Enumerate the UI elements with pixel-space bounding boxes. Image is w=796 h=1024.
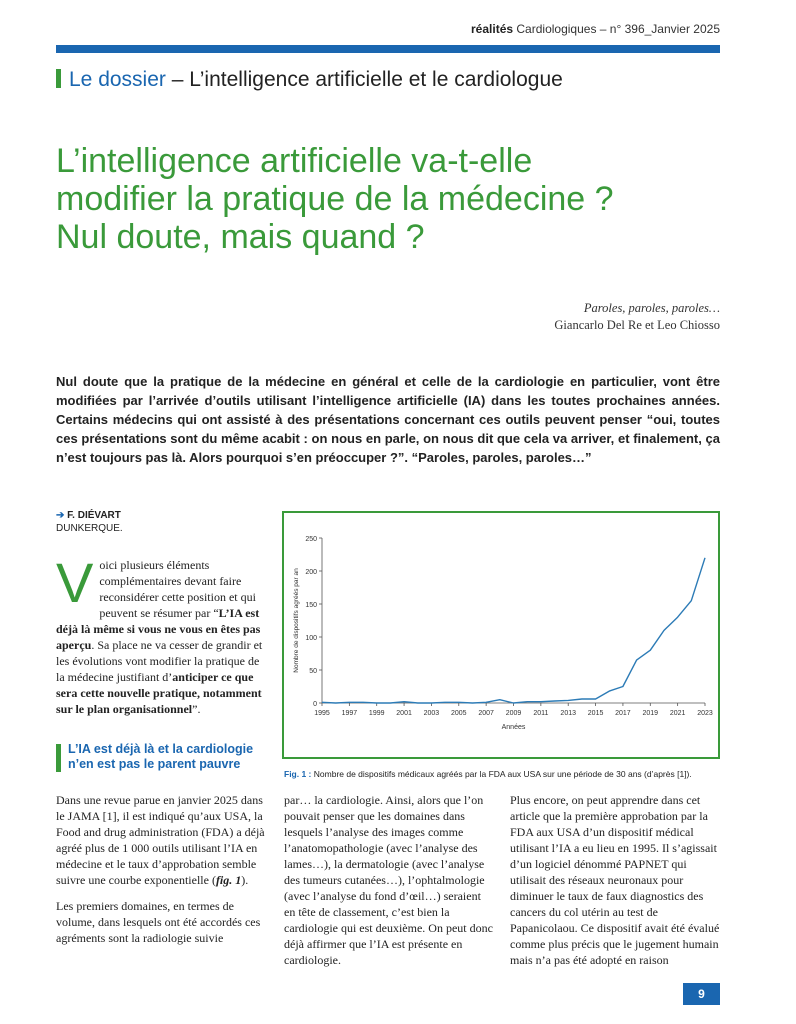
y-tick-label: 50 bbox=[309, 668, 317, 675]
journal-issue: Cardiologiques – n° 396_Janvier 2025 bbox=[516, 22, 720, 36]
x-tick-label: 2023 bbox=[697, 710, 713, 717]
drop-cap: V bbox=[56, 551, 94, 614]
section-label bbox=[56, 68, 563, 92]
paragraph: par… la cardiologie. Ainsi, alors que l’on pouvait penser que les domaines dans lesquels l’analyse des images comme l’anatomopathologie (avec l’analyse des lames…), la dermatologie (avec l’analyse des tumeurs cutanées…), l’ophtalmologie (avec l’analyse du fond d’œil…) seraient en tête de classement, c’est bien la cardiologie qui est deuxième. On peut donc déjà affirmer que l’IA est présente en cardiologie. bbox=[284, 793, 493, 967]
x-tick-label: 2021 bbox=[669, 710, 686, 717]
header-rule bbox=[56, 45, 720, 53]
subheading-text: L’IA est déjà là et la cardiologie n’en est pas le parent pauvre bbox=[68, 742, 254, 771]
paragraph: Plus encore, on peut apprendre dans cet article que la première approbation par la FDA aux USA d’un dispositif médical utilisant l’IA a eu lieu en 1995. Il s’agissait d’un logiciel dénommé PAPNET qui utilisait des réseaux neuronaux pour diminuer le taux de faux diagnostics des cancers du col utérin au test de Papanicolaou. Ce dispositif avait été évalué comme plus précis que le jugement humain mais n’a pas été adopté en raison bbox=[510, 793, 720, 967]
figure-caption bbox=[284, 769, 724, 779]
section-marker bbox=[56, 69, 61, 88]
x-tick-label: 2011 bbox=[533, 710, 549, 717]
author-city: DUNKERQUE. bbox=[56, 523, 123, 534]
section-name: Le dossier bbox=[69, 68, 166, 91]
title-line: modifier la pratique de la médecine ? bbox=[56, 180, 614, 218]
x-tick-label: 2019 bbox=[642, 710, 659, 717]
x-tick-label: 1999 bbox=[368, 710, 385, 717]
body-column-1 bbox=[56, 792, 266, 956]
journal-name: réalités bbox=[471, 22, 514, 36]
body-column-2 bbox=[284, 792, 495, 978]
arrow-icon: ➔ bbox=[56, 510, 65, 521]
x-tick-label: 2009 bbox=[505, 710, 522, 717]
y-axis-title: Nombre de dispositifs agréés par an bbox=[293, 568, 300, 673]
author-name: F. DIÉVART bbox=[67, 510, 121, 521]
x-tick-label: 2017 bbox=[615, 710, 631, 717]
figure-reference: fig. 1 bbox=[215, 873, 242, 887]
epigraph-quote: Paroles, paroles, paroles… bbox=[583, 301, 720, 315]
body-column-3 bbox=[510, 792, 721, 978]
paragraph-text: Dans une revue parue en janvier 2025 dans le JAMA [1], il est indiqué qu’aux USA, la Food and drug administration (FDA) a déjà agréé plus de 1 000 outils utilisant l’IA en médecine et le taux d’approbation semble suivre une courbe exponentielle ( bbox=[56, 793, 265, 887]
y-tick-label: 0 bbox=[313, 701, 317, 708]
epigraph-attribution: Giancarlo Del Re et Leo Chiosso bbox=[554, 318, 720, 332]
series-line bbox=[322, 558, 705, 703]
paragraph-text: ). bbox=[241, 873, 249, 887]
article-title bbox=[56, 142, 736, 256]
x-tick-label: 1997 bbox=[341, 710, 358, 717]
x-axis-title: Années bbox=[501, 724, 526, 731]
y-tick-label: 250 bbox=[305, 536, 317, 543]
x-tick-label: 2007 bbox=[478, 710, 494, 717]
running-header bbox=[471, 22, 720, 36]
title-line: Nul doute, mais quand ? bbox=[56, 218, 425, 256]
intro-text-3: ”. bbox=[192, 702, 201, 716]
subheading-marker bbox=[56, 744, 61, 772]
paragraph: Les premiers domaines, en termes de volume, dans lesquels ont été accordés ces agréments sont la radiologie suivie bbox=[56, 899, 261, 945]
x-tick-label: 1995 bbox=[314, 710, 330, 717]
y-tick-label: 150 bbox=[305, 602, 317, 609]
intro-text-1: oici plusieurs éléments complémentaires devant faire reconsidérer cette position et qui peuvent se résumer par “ bbox=[99, 558, 256, 620]
lead-paragraph: Nul doute que la pratique de la médecine en général et celle de la cardiologie en particulier, vont être modifiées par l’arrivée d’outils utilisant l’intelligence artificielle (IA) dans les toutes prochaines années. Certains médecins qui ont assisté à des présentations concernant ces outils peuvent penser “oui, toutes ces présentations sont du même acabit : on nous en parle, on nous dit que cela va arriver, et finalement, ça n’est toujours pas là. Alors pourquoi s’en préoccuper ?”. “Paroles, paroles, paroles…” bbox=[56, 374, 720, 465]
intro-bold-2: anticiper ce que sera cette nouvelle pratique, notamment sur le plan organisationnel bbox=[56, 670, 262, 716]
fda-approvals-chart bbox=[284, 513, 718, 757]
subheading bbox=[56, 742, 265, 772]
figure-caption-label: Fig. 1 : bbox=[284, 769, 312, 779]
title-line: L’intelligence artificielle va-t-elle bbox=[56, 142, 533, 180]
epigraph bbox=[554, 300, 720, 334]
x-tick-label: 2013 bbox=[560, 710, 577, 717]
figure-caption-text: Nombre de dispositifs médicaux agréés par la FDA aux USA sur une période de 30 ans (d’après [1]). bbox=[313, 769, 692, 779]
intro-paragraph bbox=[56, 551, 265, 717]
y-tick-label: 200 bbox=[305, 569, 317, 576]
page-number: 9 bbox=[683, 983, 720, 1005]
y-tick-label: 100 bbox=[305, 635, 317, 642]
paragraph bbox=[56, 792, 266, 888]
x-tick-label: 2015 bbox=[587, 710, 604, 717]
x-tick-label: 2003 bbox=[423, 710, 440, 717]
x-tick-label: 2005 bbox=[450, 710, 467, 717]
author-block bbox=[56, 509, 123, 535]
section-topic: – L’intelligence artificielle et le cardiologue bbox=[171, 68, 563, 91]
intro-bold-1: L’IA est déjà là même si vous ne vous en êtes pas aperçu bbox=[56, 606, 261, 652]
x-tick-label: 2001 bbox=[396, 710, 412, 717]
figure-frame bbox=[282, 511, 720, 759]
intro-text-2: . Sa place ne va cesser de grandir et les évolutions vont modifier la pratique de la médecine justifiant d’ bbox=[56, 638, 263, 684]
